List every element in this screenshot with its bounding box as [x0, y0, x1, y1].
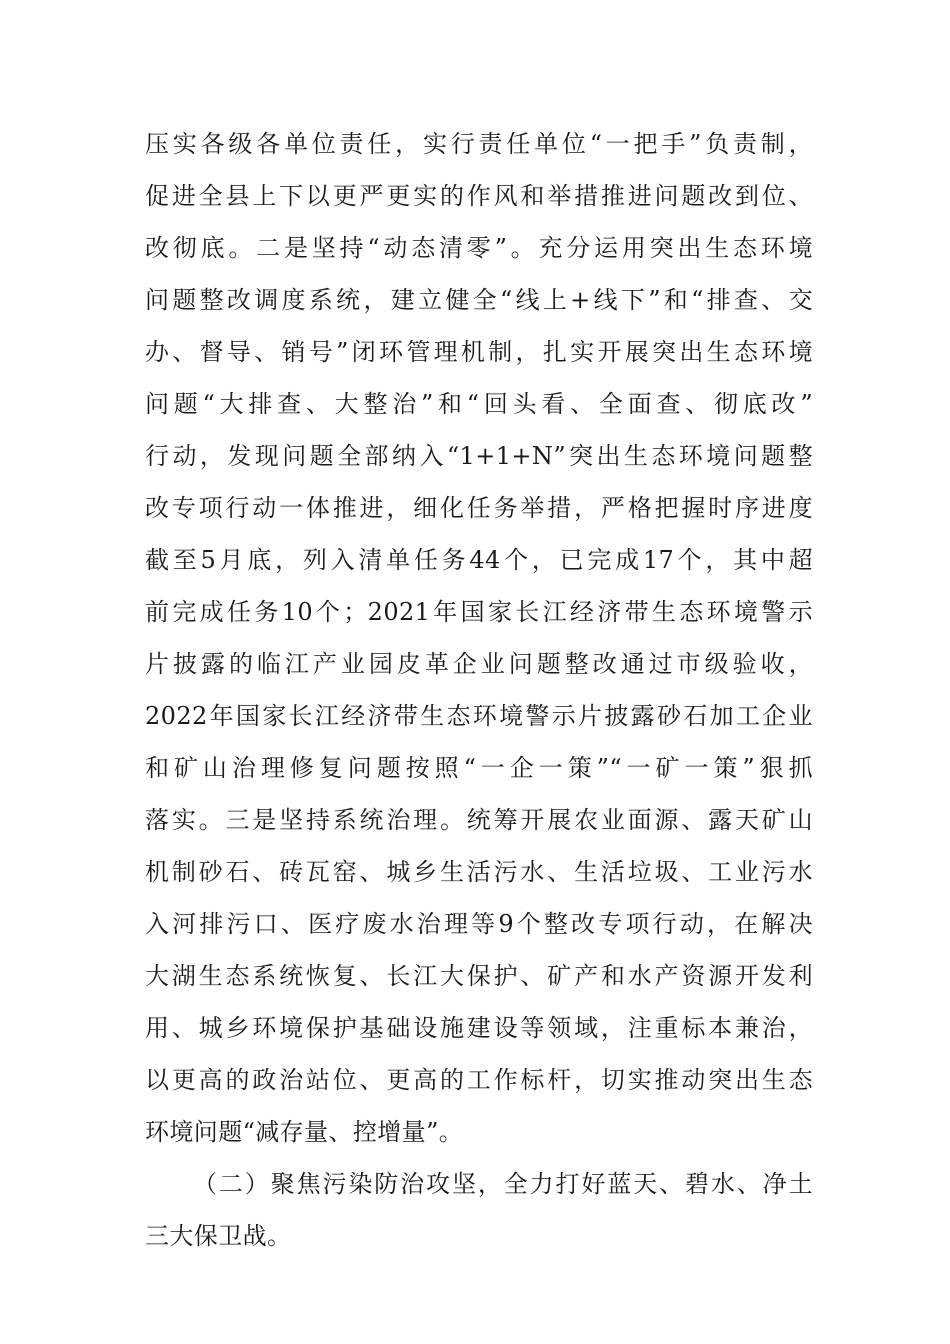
- text-line: 片披露的临江产业园皮革企业问题整改通过市级验收，: [145, 650, 813, 678]
- text-line: 问题整改调度系统，建立健全“线上+线下”和“排查、交: [145, 286, 813, 314]
- text-line: 促进全县上下以更严更实的作风和举措推进问题改到位、: [145, 182, 813, 210]
- text-line: 入河排污口、医疗废水治理等9个整改专项行动，在解决: [145, 910, 813, 938]
- text-line: 截至5月底，列入清单任务44个，已完成17个，其中超: [145, 546, 813, 574]
- text-line: 以更高的政治站位、更高的工作标杆，切实推动突出生态: [145, 1066, 813, 1094]
- text-line: 前完成任务10个；2021年国家长江经济带生态环境警示: [145, 598, 813, 626]
- text-line: 用、城乡环境保护基础设施建设等领域，注重标本兼治，: [145, 1014, 813, 1042]
- text-line: 问题“大排查、大整治”和“回头看、全面查、彻底改”: [145, 390, 813, 418]
- text-line: 和矿山治理修复问题按照“一企一策”“一矿一策”狠抓: [145, 754, 813, 782]
- text-line: 压实各级各单位责任，实行责任单位“一把手”负责制，: [145, 130, 813, 158]
- text-line: 办、督导、销号”闭环管理机制，扎实开展突出生态环境: [145, 338, 813, 366]
- text-line: 改彻底。二是坚持“动态清零”。充分运用突出生态环境: [145, 234, 813, 262]
- text-line: 机制砂石、砖瓦窑、城乡生活污水、生活垃圾、工业污水: [145, 858, 813, 886]
- text-line: 大湖生态系统恢复、长江大保护、矿产和水产资源开发利: [145, 962, 813, 990]
- section-heading-line: （二）聚焦污染防治攻坚，全力打好蓝天、碧水、净土: [193, 1170, 813, 1198]
- document-body: [145, 129, 813, 1273]
- section-heading-line: 三大保卫战。: [145, 1222, 292, 1250]
- text-line: 改专项行动一体推进，细化任务举措，严格把握时序进度: [145, 494, 813, 522]
- text-line: 行动，发现问题全部纳入“1+1+N”突出生态环境问题整: [145, 442, 813, 470]
- text-line: 落实。三是坚持系统治理。统筹开展农业面源、露天矿山: [145, 806, 813, 834]
- text-line: 2022年国家长江经济带生态环境警示片披露砂石加工企业: [145, 702, 813, 730]
- text-line: 环境问题“减存量、控增量”。: [145, 1118, 464, 1146]
